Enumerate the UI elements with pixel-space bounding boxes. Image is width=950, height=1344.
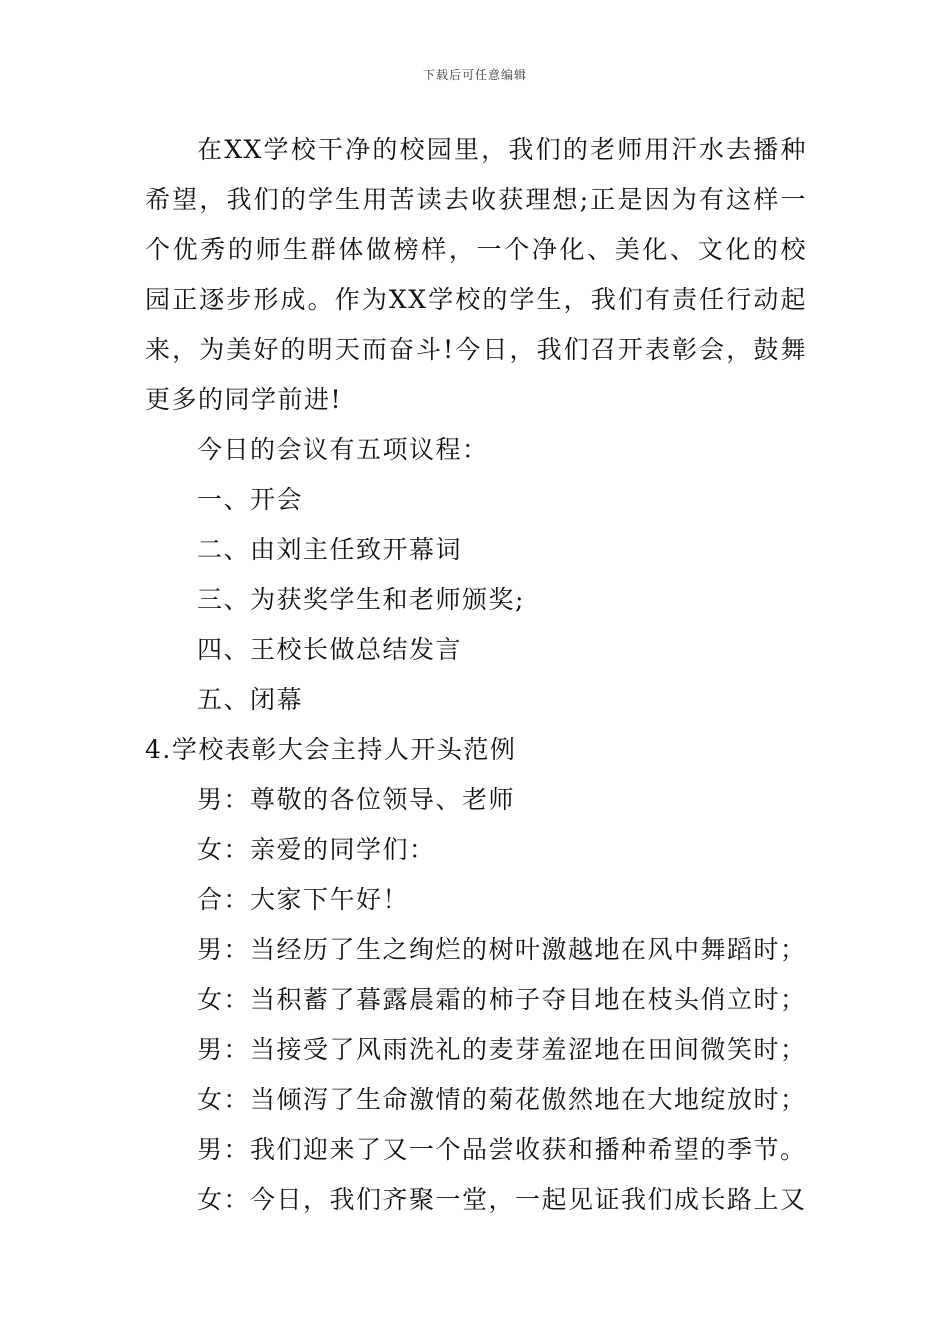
- dialogue-line: 女：当积蓄了暮露晨霜的柿子夺目地在枝头俏立时；: [197, 985, 807, 1014]
- document-body: [145, 125, 807, 1225]
- section-heading: 4.学校表彰大会主持人开头范例: [145, 735, 517, 764]
- page-header-note: 下载后可任意编辑: [422, 68, 527, 82]
- agenda-item: 一、开会: [197, 485, 304, 514]
- agenda-list: [145, 475, 807, 725]
- agenda-item: 二、由刘主任致开幕词: [197, 535, 463, 564]
- dialogue-line: 男：当接受了风雨洗礼的麦芽羞涩地在田间微笑时；: [197, 1035, 807, 1064]
- dialogue-list: [145, 775, 807, 1225]
- agenda-item: 四、王校长做总结发言: [197, 635, 463, 664]
- dialogue-line: 合：大家下午好！: [197, 885, 410, 914]
- dialogue-line: 男：尊敬的各位领导、老师: [197, 785, 516, 814]
- agenda-item: 三、为获奖学生和老师颁奖;: [197, 585, 525, 614]
- dialogue-line: 女：当倾泻了生命激情的菊花傲然地在大地绽放时；: [197, 1085, 807, 1114]
- agenda-intro: 今日的会议有五项议程：: [197, 435, 489, 464]
- agenda-item: 五、闭幕: [197, 685, 304, 714]
- intro-paragraph: 在XX学校干净的校园里，我们的老师用汗水去播种希望，我们的学生用苦读去收获理想;正是因为有这样一个优秀的师生群体做榜样，一个净化、美化、文化的校园正逐步形成。作为XX学校的学生，我们有责任行动起来，为美好的明天而奋斗!今日，我们召开表彰会，鼓舞更多的同学前进!: [145, 135, 807, 414]
- dialogue-line: 男：我们迎来了又一个品尝收获和播种希望的季节。: [197, 1135, 807, 1164]
- dialogue-line: 男：当经历了生之绚烂的树叶激越地在风中舞蹈时；: [197, 935, 807, 964]
- dialogue-line: 女：今日，我们齐聚一堂，一起见证我们成长路上又: [197, 1185, 807, 1214]
- dialogue-line: 女：亲爱的同学们：: [197, 835, 436, 864]
